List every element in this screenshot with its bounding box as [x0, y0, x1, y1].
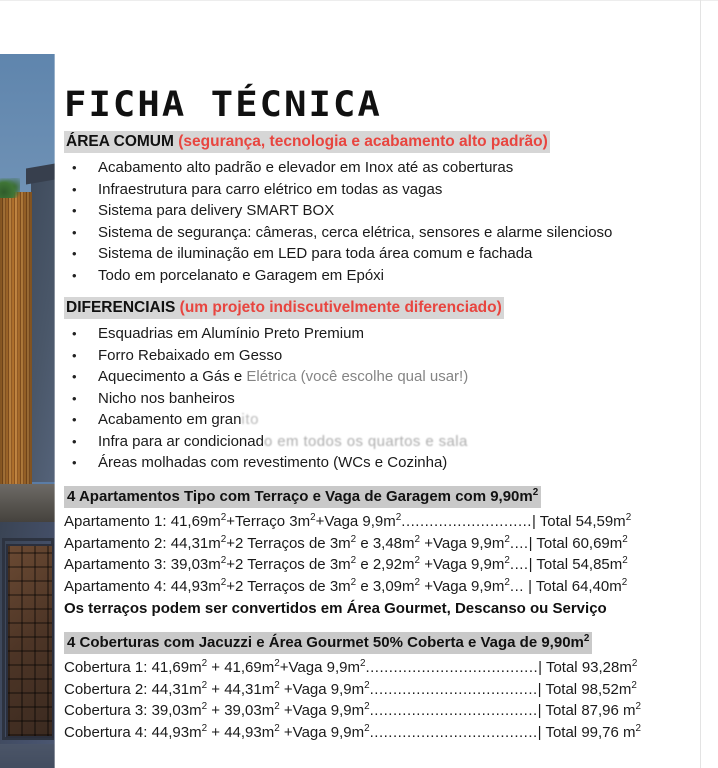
row-total: 64,40m — [571, 577, 622, 595]
row-detail: +Terraço 3m — [226, 513, 311, 530]
list-item: • Sistema para delivery SMART BOX — [64, 200, 704, 222]
row-detail: +2 Terraços de 3m — [226, 556, 351, 573]
row-dot-leader: .................................... — [369, 680, 538, 698]
row-total-label: | Total — [537, 702, 582, 719]
row-detail-3: +Vaga 9,9m — [420, 534, 505, 552]
superscript-two: 2 — [350, 576, 357, 588]
row-label: Apartamento 1: — [64, 513, 167, 530]
row-detail-2: e 3,48m — [356, 534, 415, 552]
superscript-two: 2 — [631, 658, 638, 669]
superscript-two: 2 — [359, 658, 366, 669]
table-row — [64, 722, 704, 744]
row-dot-leader: .................................... — [369, 702, 538, 719]
listing-heading-apartamentos — [64, 486, 541, 508]
row-total-label: | Total — [537, 723, 582, 741]
row-dot-leader: .................................... — [369, 723, 538, 741]
row-detail-2: +Vaga 9,9m — [315, 513, 396, 530]
list-item-text-clear: Infra para ar condicionad — [98, 432, 264, 450]
superscript-two: 2 — [220, 533, 227, 545]
building-facade-photo — [0, 54, 55, 768]
superscript-two: 2 — [504, 533, 510, 545]
row-label: Cobertura 2: — [64, 680, 148, 698]
list-item-text-clear: Acabamento em gran — [98, 411, 242, 428]
row-detail-2: +Vaga 9,9m — [279, 723, 365, 741]
row-area: 39,03m — [151, 702, 202, 719]
list-item-text-clear: Aquecimento a Gás e — [98, 368, 247, 385]
list-item — [64, 409, 704, 431]
row-total: 54,59m — [575, 513, 626, 530]
bullet-list-area-comum — [64, 157, 704, 286]
photo-rooftop-plant — [0, 178, 20, 198]
row-total: 93,28m — [581, 659, 632, 676]
section-coberturas — [64, 632, 704, 743]
listing-heading-coberturas — [64, 632, 592, 654]
superscript-two: 2 — [622, 555, 628, 566]
superscript-two: 2 — [622, 533, 628, 545]
superscript-two: 2 — [414, 555, 421, 566]
list-item — [64, 431, 704, 453]
section-apartamentos — [64, 486, 704, 619]
row-detail-2: +Vaga 9,9m — [279, 702, 365, 719]
row-label: Apartamento 4: — [64, 577, 167, 595]
list-item: • Forro Rebaixado em Gesso — [64, 345, 704, 367]
photo-right-edge — [54, 54, 55, 768]
superscript-two: 2 — [201, 722, 208, 734]
row-area: 44,31m — [170, 534, 221, 552]
superscript-two: 2 — [310, 512, 316, 523]
superscript-two: 2 — [635, 701, 642, 712]
photo-wood-shading — [0, 192, 32, 484]
superscript-two: 2 — [621, 576, 628, 588]
superscript-two: 2 — [274, 701, 280, 712]
section-heading-main: ÁREA COMUM — [66, 133, 174, 150]
row-label: Apartamento 3: — [64, 556, 167, 573]
row-detail: +2 Terraços de 3m — [226, 577, 351, 595]
superscript-two: 2 — [201, 701, 208, 712]
row-detail: + 44,31m — [207, 680, 275, 698]
list-item: • Sistema de segurança: câmeras, cerca elétrica, sensores e alarme silencioso — [64, 222, 704, 244]
list-item-text-faded: o em todos os quartos e sala — [263, 432, 468, 450]
row-label: Apartamento 2: — [64, 534, 167, 552]
table-row — [64, 511, 704, 533]
row-detail-3: +Vaga 9,9m — [420, 556, 505, 573]
row-area: 44,93m — [151, 723, 202, 741]
superscript-two: 2 — [220, 512, 227, 523]
list-item: • Acabamento alto padrão e elevador em Inox até as coberturas — [64, 157, 704, 179]
section-heading-area-comum — [64, 131, 550, 153]
superscript-two: 2 — [364, 679, 370, 691]
table-row — [64, 700, 704, 722]
section-diferenciais — [64, 297, 704, 474]
list-item: • Sistema de iluminação em LED para toda área comum e fachada — [64, 243, 704, 265]
superscript-two: 2 — [532, 487, 539, 498]
superscript-two: 2 — [583, 633, 590, 644]
photo-sill — [0, 744, 55, 768]
row-detail: + 39,03m — [207, 702, 275, 719]
row-dot-leader: ... — [509, 577, 524, 595]
row-total-label: | Total — [531, 513, 576, 530]
section-heading-accent: (um projeto indiscutivelmente diferenciado) — [175, 299, 502, 316]
photo-concrete-wall — [31, 172, 55, 482]
superscript-two: 2 — [201, 679, 208, 691]
row-total: 98,52m — [581, 680, 632, 698]
section-area-comum — [64, 131, 704, 286]
row-label: Cobertura 3: — [64, 702, 148, 719]
row-label: Cobertura 4: — [64, 723, 148, 741]
row-detail: + 44,93m — [207, 723, 275, 741]
superscript-two: 2 — [504, 555, 510, 566]
row-detail-2: e 3,09m — [356, 577, 415, 595]
row-dot-leader: ............................ — [401, 513, 532, 530]
row-total: 87,96 m — [581, 702, 636, 719]
list-item: • Infraestrutura para carro elétrico em todas as vagas — [64, 179, 704, 201]
table-row — [64, 533, 704, 555]
row-total-label: | Total — [538, 659, 582, 676]
row-area: 44,93m — [170, 577, 221, 595]
superscript-two: 2 — [395, 512, 402, 523]
list-item: • Áreas molhadas com revestimento (WCs e Cozinha) — [64, 452, 704, 474]
list-item: • Todo em porcelanato e Garagem em Epóxi — [64, 265, 704, 287]
superscript-two: 2 — [274, 658, 280, 669]
row-detail-2: +Vaga 9,9m — [279, 680, 365, 698]
row-area: 41,69m — [170, 513, 221, 530]
row-dot-leader: ..................................... — [365, 659, 539, 676]
superscript-two: 2 — [274, 679, 280, 691]
row-total-label: | Total — [528, 534, 573, 552]
superscript-two: 2 — [350, 533, 357, 545]
row-dot-leader: .... — [509, 534, 529, 552]
row-total: 60,69m — [572, 534, 623, 552]
row-area: 44,31m — [151, 680, 202, 698]
row-total-label: | Total — [523, 577, 572, 595]
row-dot-leader: .... — [509, 556, 529, 573]
section-heading-diferenciais — [64, 297, 504, 319]
row-detail-2: e 2,92m — [356, 556, 415, 573]
row-detail: + 41,69m — [207, 659, 275, 676]
superscript-two: 2 — [274, 722, 280, 734]
list-item — [64, 366, 704, 388]
superscript-two: 2 — [635, 722, 642, 734]
row-total: 99,76 m — [581, 723, 636, 741]
table-row — [64, 576, 704, 598]
page-title: FICHA TÉCNICA — [64, 85, 382, 125]
photo-concrete-band — [0, 484, 55, 522]
photo-ornamental-gate — [6, 544, 54, 738]
row-area: 41,69m — [151, 659, 202, 676]
superscript-two: 2 — [625, 512, 632, 523]
content-column — [64, 0, 704, 768]
row-detail: +2 Terraços de 3m — [226, 534, 351, 552]
table-row — [64, 554, 704, 576]
list-item: • Nicho nos banheiros — [64, 388, 704, 410]
superscript-two: 2 — [201, 658, 208, 669]
superscript-two: 2 — [414, 533, 421, 545]
terraces-note: Os terraços podem ser convertidos em Área Gourmet, Descanso ou Serviço — [64, 600, 607, 617]
superscript-two: 2 — [364, 722, 370, 734]
row-total: 54,85m — [572, 556, 623, 573]
section-heading-accent: (segurança, tecnologia e acabamento alto padrão) — [173, 133, 548, 150]
table-row — [64, 679, 704, 701]
row-detail-2: +Vaga 9,9m — [279, 659, 360, 676]
section-heading-main: DIFERENCIAIS — [66, 299, 176, 316]
listing-heading-text: 4 Coberturas com Jacuzzi e Área Gourmet 50% Coberta e Vaga de 9,90m — [67, 634, 584, 651]
row-total-label: | Total — [528, 556, 573, 573]
superscript-two: 2 — [350, 555, 357, 566]
row-area: 39,03m — [170, 556, 221, 573]
bullet-list-diferenciais — [64, 323, 704, 474]
list-item-text-faded: Elétrica (você escolhe qual usar!) — [246, 368, 469, 385]
superscript-two: 2 — [631, 679, 637, 691]
superscript-two: 2 — [220, 576, 227, 588]
row-total-label: | Total — [537, 680, 582, 698]
superscript-two: 2 — [504, 576, 510, 588]
superscript-two: 2 — [414, 576, 421, 588]
list-item: • Esquadrias em Alumínio Preto Premium — [64, 323, 704, 345]
table-row — [64, 657, 704, 679]
list-item-text-faded: ito — [241, 411, 260, 428]
superscript-two: 2 — [364, 701, 370, 712]
row-detail-3: +Vaga 9,9m — [420, 577, 505, 595]
row-label: Cobertura 1: — [64, 659, 148, 676]
listing-heading-text: 4 Apartamentos Tipo com Terraço e Vaga de Garagem com 9,90m — [67, 488, 533, 505]
superscript-two: 2 — [220, 555, 227, 566]
